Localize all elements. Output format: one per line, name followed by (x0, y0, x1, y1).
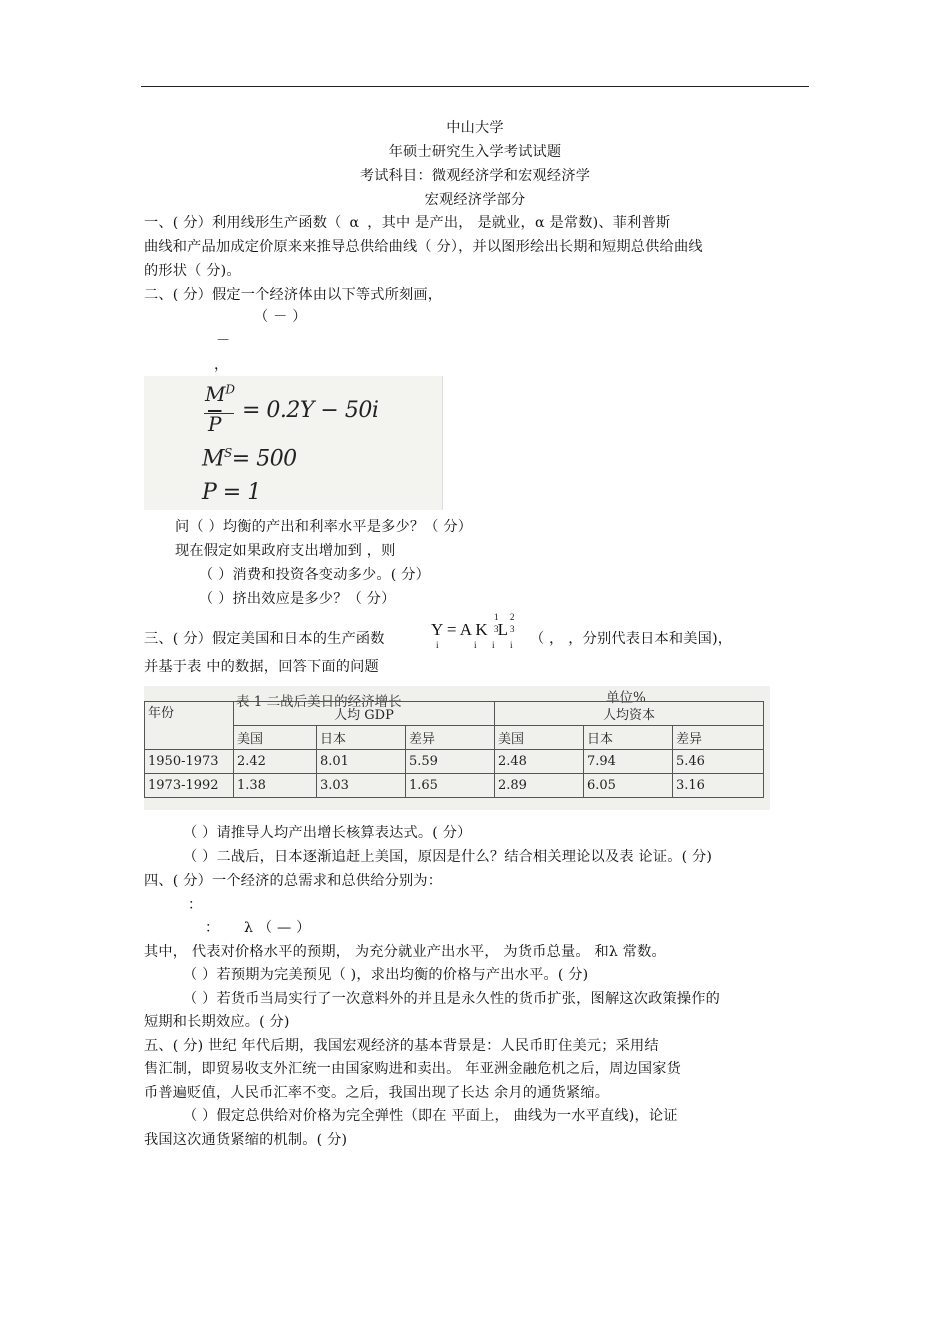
th-gdp-diff: 差异 (406, 726, 495, 750)
q1-line1-text-a: 一、( 分）利用线形生产函数（ (144, 215, 342, 231)
frac-num-m: M (204, 382, 226, 406)
q1-line2: 曲线和产品加成定价原来来推导总供给曲线（ 分），并以图形绘出长期和短期总供给曲线 (144, 239, 703, 255)
cell-k-us: 2.89 (495, 774, 584, 798)
q3-line1b: （ ， ，分别代表日本和美国)， (530, 631, 733, 647)
th-k-jp: 日本 (584, 726, 673, 750)
th-gdp-jp: 日本 (317, 726, 406, 750)
pf-sub-k: i (474, 640, 477, 650)
q2-sub3: （ ）消费和投资各变动多少。( 分） (199, 567, 430, 583)
q3-sub2: （ ）二战后，日本逐渐追赶上美国，原因是什么？结合相关理论以及表 论证。( 分) (183, 849, 713, 865)
q4-as-eq: λ （ — ） (244, 920, 311, 936)
th-gdp: 人均 GDP (234, 702, 495, 726)
q1-alpha: α (349, 215, 360, 231)
cell-k-diff: 5.46 (673, 750, 764, 774)
header-rule (141, 86, 809, 87)
pf-sub-l: i (510, 640, 513, 650)
q4-expl: 其中， 代表对价格水平的预期， 为充分就业产出水平， 为货币总量。 和λ 常数。 (144, 944, 666, 960)
ms-m: M (202, 446, 225, 472)
q5-line1: 五、( 分) 世纪 年代后期，我国宏观经济的基本背景是：人民币盯住美元；采用结 (144, 1038, 659, 1054)
th-gdp-us: 美国 (234, 726, 317, 750)
q5-line3: 币普遍贬值，人民币汇率不变。之后，我国出现了长达 余月的通货紧缩。 (144, 1085, 610, 1101)
cell-gdp-diff: 5.59 (406, 750, 495, 774)
cell-period: 1973-1992 (145, 774, 234, 798)
q2-eq-a: （ － ） (254, 309, 307, 325)
q2-eq-c: ， (214, 357, 229, 373)
pf-exp4: 3 (510, 624, 515, 634)
table-row (145, 750, 764, 774)
cell-gdp-diff: 1.65 (406, 774, 495, 798)
cell-gdp-us: 1.38 (234, 774, 317, 798)
q2-intro: 二、( 分）假定一个经济体由以下等式所刻画， (144, 287, 443, 303)
growth-table (144, 701, 764, 798)
section-title: 宏观经济学部分 (424, 192, 526, 208)
q3-line1a: 三、( 分）假定美国和日本的生产函数 (144, 631, 385, 647)
exam-subject: 考试科目：微观经济学和宏观经济学 (359, 168, 591, 184)
money-demand-fraction (202, 382, 238, 436)
cell-k-diff: 3.16 (673, 774, 764, 798)
q4-sub1: （ ）若预期为完美预见（ )，求出均衡的价格与产出水平。( 分) (183, 967, 589, 983)
pf-sub-y: i (436, 640, 439, 650)
pf-sub-k2: i (492, 640, 495, 650)
q1-line3: 的形状（ 分)。 (144, 263, 241, 279)
pf-exp2: 2 (510, 612, 515, 622)
table-subheader-row (145, 726, 764, 750)
growth-table-image (144, 686, 770, 810)
frac-num-sup: D (225, 382, 236, 397)
th-capital: 人均资本 (495, 702, 764, 726)
ms-sup: S (224, 446, 232, 460)
q3-line2: 并基于表 中的数据，回答下面的问题 (144, 659, 379, 675)
cell-k-jp: 6.05 (584, 774, 673, 798)
price-level-eq: P = 1 (202, 480, 261, 505)
table-title: 表 1 二战后美日的经济增长 (236, 694, 402, 710)
cell-gdp-us: 2.42 (234, 750, 317, 774)
q2-sub2: 现在假定如果政府支出增加到 ，则 (175, 543, 396, 559)
ms-rhs: = 500 (231, 446, 297, 472)
table-unit: 单位% (606, 690, 646, 706)
q2-eq-b: － (216, 333, 231, 349)
q4-as-colon: ： (205, 920, 220, 936)
th-k-diff: 差异 (673, 726, 764, 750)
cell-gdp-jp: 3.03 (317, 774, 406, 798)
q2-sub1: 问（ ）均衡的产出和利率水平是多少？（ 分） (175, 519, 473, 535)
equation-image (144, 376, 443, 510)
q4-intro: 四、( 分）一个经济的总需求和总供给分别为： (144, 873, 443, 889)
cell-k-us: 2.48 (495, 750, 584, 774)
q1-line1-text-b: ，其中 是产出， 是就业，α 是常数)、菲利普斯 (367, 215, 671, 231)
q2-sub4: （ ）挤出效应是多少？（ 分） (199, 591, 396, 607)
q1-line1 (144, 212, 670, 234)
cell-k-jp: 7.94 (584, 750, 673, 774)
th-k-us: 美国 (495, 726, 584, 750)
money-supply-eq (202, 446, 297, 471)
pf-exp3: 3 (494, 624, 499, 634)
pf-yak: Y = A K (431, 620, 488, 639)
pf-l: L (497, 620, 509, 639)
q4-sub2: （ ）若货币当局实行了一次意料外的并且是永久性的货币扩张，图解这次政策操作的 (183, 991, 721, 1007)
q4-ad-colon: ： (188, 897, 203, 913)
frac-den-p: $\overline{P}$ (208, 412, 222, 436)
pf-exp1: 1 (494, 612, 499, 622)
exam-title: 年硕士研究生入学考试试题 (388, 144, 562, 160)
q5-line2: 售汇制，即贸易收支外汇统一由国家购进和卖出。 年亚洲金融危机之后，周边国家货 (144, 1061, 682, 1077)
q5-sub1: （ ）假定总供给对价格为完全弹性（即在 平面上， 曲线为一水平直线)，论证 (183, 1108, 678, 1124)
q4-sub2b: 短期和长期效应。( 分) (144, 1014, 290, 1030)
q3-sub1: （ ）请推导人均产出增长核算表达式。( 分） (183, 825, 472, 841)
th-year: 年份 (145, 702, 234, 750)
cell-gdp-jp: 8.01 (317, 750, 406, 774)
q5-sub1b: 我国这次通货紧缩的机制。( 分) (144, 1132, 348, 1148)
table-row (145, 774, 764, 798)
university-name: 中山大学 (446, 120, 504, 136)
money-demand-rhs: = 0.2Y − 50i (242, 398, 379, 423)
cell-period: 1950-1973 (145, 750, 234, 774)
table-header-row (145, 702, 764, 726)
